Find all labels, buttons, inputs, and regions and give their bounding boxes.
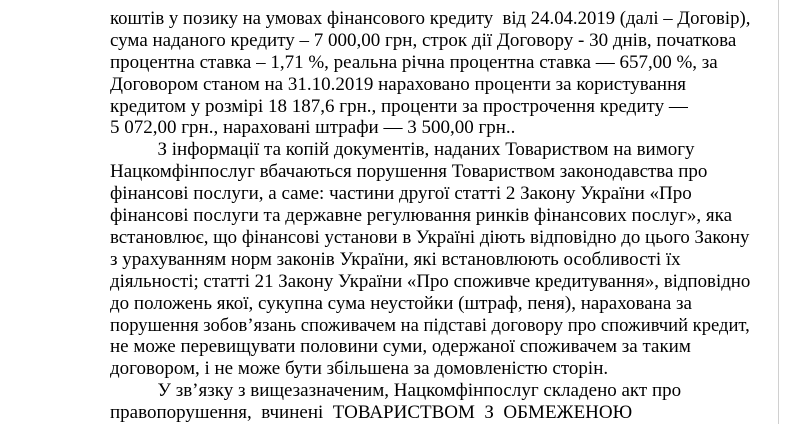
text-line-18: У зв’язку з вищезазначеним, Нацкомфінпослуг складено акт про: [110, 380, 682, 402]
text-line-14: до положень якої, сукупна сума неустойки (штраф, пеня), нарахована за: [110, 292, 692, 314]
text-line-1: коштів у позику на умовах фінансового кредиту від 24.04.2019 (далі – Договір),: [110, 8, 751, 29]
text-line-10: фінансові послуги та державне регулювання ринків фінансових послуг», яка: [110, 205, 733, 227]
text-line-7: З інформації та копій документів, наданих Товариством на вимогу: [110, 139, 695, 161]
text-line-11: встановлює, що фінансові установи в Україні діють відповідно до цього Закону: [110, 226, 750, 248]
text-line-13: діяльності; статті 21 Закону України «Про споживче кредитування», відповідно: [110, 270, 751, 292]
text-line-5: кредитом у розмірі 18 187,6 грн., проценти за прострочення кредиту —: [110, 95, 688, 117]
text-line-15: порушення зобов’язань споживачем на підставі договору про споживчий кредит,: [110, 314, 750, 336]
text-line-19: правопорушення, вчинені ТОВАРИСТВОМ З ОБМЕЖЕНОЮ: [110, 402, 633, 424]
text-line-9: фінансові послуги, а саме: частини другої статті 2 Закону України «Про: [110, 183, 692, 205]
text-line-4: Договором станом на 31.10.2019 нараховано проценти за користування: [110, 73, 686, 95]
text-line-12: з урахуванням норм законів України, які встановлюють особливості їх: [110, 248, 681, 270]
text-line-16: не може перевищувати половини суми, одержаної споживачем за таким: [110, 336, 691, 358]
text-line-6: 5 072,00 грн., нараховані штрафи — 3 500,00 грн..: [110, 117, 516, 139]
text-line-17: договором, і не може бути збільшена за домовленістю сторін.: [110, 358, 609, 380]
text-line-8: Нацкомфінпослуг вбачаються порушення Товариством законодавства про: [110, 161, 708, 183]
text-line-2: сума наданого кредиту – 7 000,00 грн, строк дії Договору - 30 днів, початкова: [110, 29, 737, 51]
page-edge-divider: [778, 0, 779, 424]
text-line-3: процентна ставка – 1,71 %, реальна річна процентна ставка — 657,00 %, за: [110, 51, 718, 73]
